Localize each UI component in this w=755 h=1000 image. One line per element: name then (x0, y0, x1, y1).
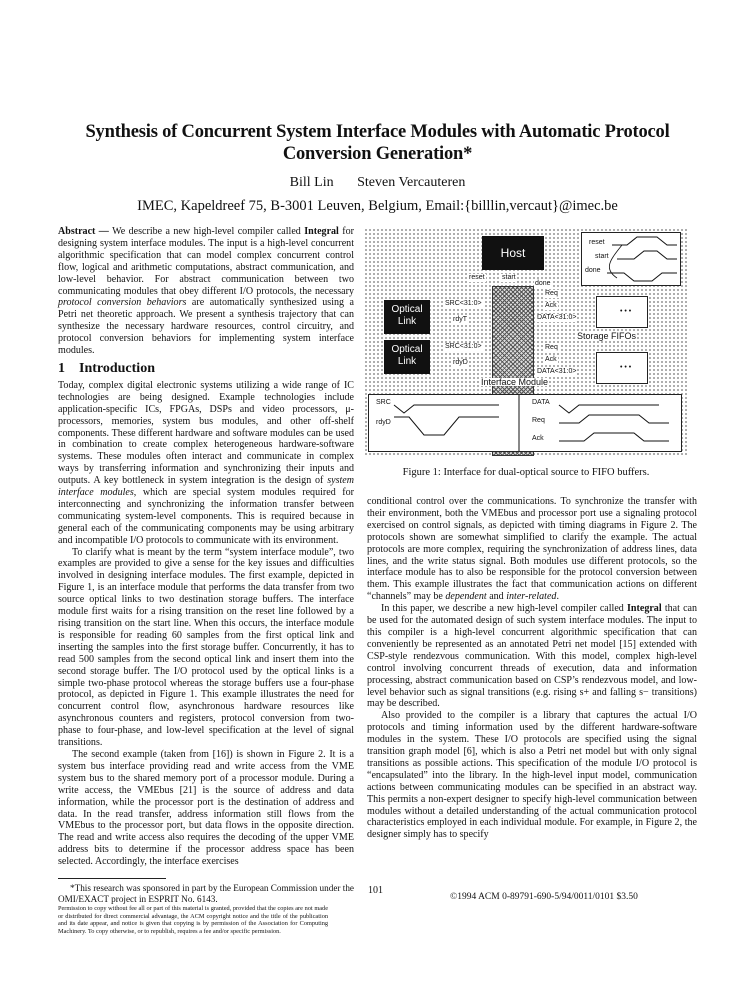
abstract: Abstract — We describe a new high-level compiler called Integral for designing system interface modules. The input is a high-level concurrent algorithmic specification that can model complex concurrent control flow, logical and arithmetic computations, abstract communication, and low-level behavior. For abstract communication between two communicating modules that obey different I/O protocols, the necessary protocol conversion behaviors are automatically synthesized using a Petri net theoretic approach. We present a synthesis trajectory that can synthesize the necessary hardware resources, control circuitry, and protocol conversion behaviors for implementing system interface modules. (58, 226, 355, 357)
timing-diagram-host: reset start done (581, 232, 681, 286)
figure-1-caption: Figure 1: Interface for dual-optical source to FIFO buffers. (402, 467, 650, 478)
fifo-2: • • • (596, 352, 648, 384)
page-number: 101 (368, 885, 383, 896)
timing-diagram-bottom: SRC rdyD DATA Req Ack (368, 394, 682, 452)
intro-paragraph-3: The second example (taken from [16]) is shown in Figure 2. It is a system bus interface providing read and write access from the VME system bus to the shared memory port of a processor module. During a write access, the VMEbus [21] is the source of address and data information, while the processor port is the destination of address and data. In the read transfer, address information still flows from the VMEbus to the processor port, but data flows in the opposite direction. The read and write access also requires the decoding of the upper VME address bits to determine if the processor address space has been selected. Accordingly, the interface exercises (58, 748, 354, 868)
right-paragraph-1: conditional control over the communications. To synchronize the transfer with their environment, both the VMEbus and processor port use a signaling protocol exercised on control signals, as depicted with timing diagrams in Figure 2. The protocols shown are somewhat simplified to clarify the example. The actual protocols are more complex, requiring the synchronization of address lines, data lines, and the write status signal. Both modules use different protocols, so the interface module has to also be responsible for the protocol conversion between them. This example illustrates the fact that communication actions on different “channels” may be dependent and inter-related. (367, 496, 697, 603)
abstract-label: Abstract — (58, 226, 109, 237)
section-heading-introduction: 1 Introduction (58, 360, 155, 376)
right-paragraph-2: In this paper, we describe a new high-level compiler called Integral that can be used for the automated design of such system interface modules. The input to this compiler is a high-level concurrent algorithmic specification that can conveniently be represented as an annotated Petri net model [15] extended with CSP-style rendezvous communication. With this model, complex high-level control involving concurrent threads of execution, data and information processing, abstract communication based on CSP’s rendezvous model, and low-level behavior such as signal transitions (e.g. rising s+ and falling s− transitions) may be described. (367, 603, 698, 710)
figure-1: Host reset start done reset start done Optical Link Optical Link SRC<31:0> rdyT SRC<31:0> rdyD Req Ack DATA<31:0> Req Ack DATA<31:0> • • • • • • Storage FIFOs Interface Module SRC rdyD DATA Req Ack (364, 228, 688, 456)
fifo-1: • • • (596, 296, 648, 328)
optical-link-2-box: Optical Link (384, 340, 430, 374)
footnote-rule (58, 878, 166, 879)
copyright-line: ©1994 ACM 0-89791-690-5/94/0011/0101 $3.50 (450, 892, 638, 902)
author-2: Steven Vercauteren (357, 175, 466, 190)
footnote: *This research was sponsored in part by the European Commission under the OMI/EXACT project in ESPRIT No. 6143. (58, 883, 354, 905)
host-box: Host (482, 236, 544, 270)
intro-paragraph-1: Today, complex digital electronic systems utilizing a wide range of IC technologies are being designed. Example technologies include application-specific ICs, FPGAs, DSPs and video processors, μ-processors, memories, system bus modules, and other off-shelf components. These different hardware and software modules can be used in combination to create complex heterogeneous hardware-software systems. These modules often interact and communicate in complex ways by transferring information and synchronizing their inputs and outputs. A key bottleneck in system integration is the design of system interface modules, which are special system modules required for interconnecting and synchronizing the information transfer between communicating system-level components. This is required because in general each of the communicating components may be using arbitrary and incompatible I/O protocols to communicate with its environment. (58, 379, 354, 546)
interface-module-label: Interface Module (481, 377, 549, 387)
left-column (58, 226, 354, 935)
permission-notice: Permission to copy without fee all or part of this material is granted, provided that the copies are not made or distributed for direct commercial advantage, the ACM copyright notice and the title of the publication and its date appear, and notice is given that copying is by permission of the Association for Computing Machinery. To copy otherwise, or to republish, requires a fee and/or specific permission. (58, 905, 328, 935)
waveform-icon (369, 395, 681, 451)
affiliation: IMEC, Kapeldreef 75, B-3001 Leuven, Belgium, Email:{billlin,vercaut}@imec.be (137, 198, 618, 214)
authors (40, 175, 715, 191)
right-paragraph-3: Also provided to the compiler is a library that captures the actual I/O protocols and timing information used by the different hardware-software modules in the system. These I/O protocols are specified using the signal transition graph model [6], which is also a Petri net model but with only signal transitions as possible actions. This specification of the module I/O protocol is “encapsulated” into the library. In the high-level input model, communication actions between communicating modules can be specified in an abstract way. This permits a non-expert designer to specify high-level communication between modules without a detailed understanding of the actual communication protocol characteristics employed in each individual module. For example, in Figure 2, the designer simply has to specify (367, 710, 697, 841)
optical-link-1-box: Optical Link (384, 300, 430, 334)
author-1: Bill Lin (289, 175, 334, 190)
intro-paragraph-2: To clarify what is meant by the term “system interface module”, two examples are provided to give a sense for the key issues and difficulties involved in designing interface modules. The first example, depicted in Figure 1, is an interface module that performs the data transfer from two source optical links to two destination storage buffers. The interface module first waits for a rising transition on the reset line followed by a rising transition on the start line. When this occurs, the interface module is responsible for reading 60 samples from the first optical link and inserting the samples into the first storage buffer. Concurrently, it has to read 500 samples from the second optical link and insert them into the second storage buffer. The I/O protocol used by the optical links is a simple two-phase protocol whereas the storage buffers use a four-phase protocol, as depicted in Figure 1. This example illustrates the need for concurrent control flow, asynchronous hardware resources like asynchronous counters and registers, protocol conversion from two-phase to four-phase, and low-level specification at the level of signal transitions. (58, 546, 354, 749)
paper-title: Synthesis of Concurrent System Interface Modules with Automatic Protocol Conversion Generation* (85, 122, 670, 164)
right-column (367, 496, 697, 841)
storage-fifos-label: Storage FIFOs (577, 331, 637, 341)
